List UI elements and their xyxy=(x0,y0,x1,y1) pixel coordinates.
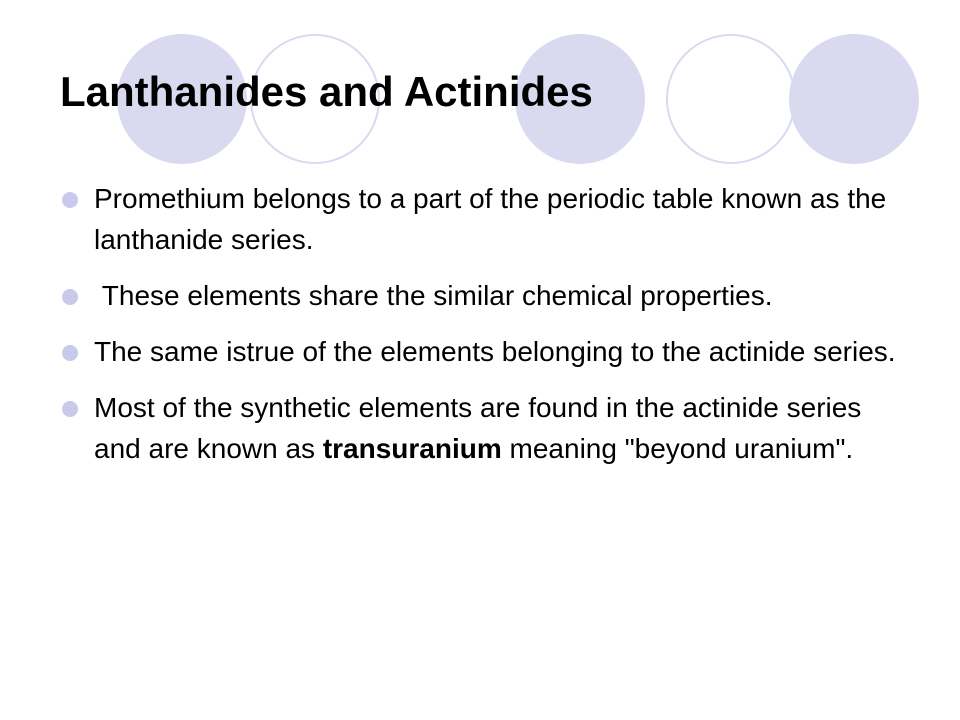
bullet-dot-icon xyxy=(62,289,78,305)
bullet-text: meaning "beyond uranium". xyxy=(501,433,854,464)
decorative-circle-filled xyxy=(789,34,919,164)
bullet-dot-icon xyxy=(62,192,78,208)
slide-title: Lanthanides and Actinides xyxy=(60,68,593,115)
bullet-item xyxy=(62,178,902,260)
bullet-text-bold: transuranium xyxy=(322,433,502,464)
bullet-item xyxy=(62,331,902,372)
bullet-text: Most of the synthetic elements are found in the actinide series and are known as xyxy=(94,392,862,464)
bullet-text: The same istrue of the elements belonging to the actinide series. xyxy=(94,336,896,367)
bullet-dot-icon xyxy=(62,345,78,361)
bullet-item xyxy=(62,275,902,316)
bullet-text: Promethium belongs to a part of the periodic table known as the lanthanide series. xyxy=(94,183,887,255)
bullet-item xyxy=(62,387,902,469)
bullet-dot-icon xyxy=(62,401,78,417)
bullet-text: These elements share the similar chemical properties. xyxy=(94,280,773,311)
decorative-circle-outline xyxy=(666,34,796,164)
bullet-list xyxy=(62,178,902,484)
